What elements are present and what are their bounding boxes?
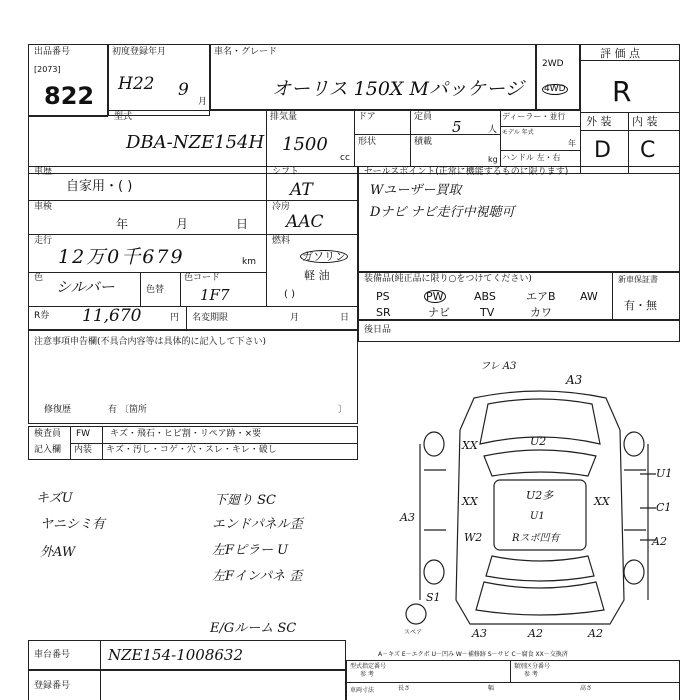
- grade-divider-v: [628, 112, 629, 174]
- diag-xx-3: XX: [594, 495, 610, 508]
- chassis-label: 車台番号: [34, 650, 71, 660]
- equip-airbag: エアB: [526, 290, 556, 303]
- diag-a3-top-right: A3: [566, 373, 583, 387]
- designation-divider: [510, 660, 511, 682]
- capacity-mid: [354, 134, 500, 135]
- first-reg-label: 初度登録年月: [112, 47, 167, 57]
- first-reg-month-unit: 月: [198, 97, 208, 107]
- mid-line-4: [28, 306, 358, 307]
- dimension-length: 長さ: [398, 685, 411, 692]
- first-reg-month: 9: [178, 80, 189, 100]
- designation-sub-1: 参 考: [360, 671, 374, 678]
- diag-u1-right: U1: [656, 467, 673, 480]
- model-year-label: モデル 年式: [502, 129, 534, 136]
- sales-label: セールスポイント(正常に機能するものに限ります): [364, 167, 569, 177]
- color-value: シルバー: [56, 278, 115, 296]
- handle-label: ハンドル 左・右: [502, 153, 561, 162]
- shape-label: 形状: [358, 137, 377, 147]
- diag-a3-bottom: A3: [472, 627, 487, 640]
- recycle-divider: [186, 306, 187, 330]
- model-value: DBA-NZE154H: [126, 132, 265, 153]
- diag-w2: W2: [464, 531, 483, 544]
- mid-line-2: [28, 234, 358, 235]
- fuel-gasoline: ガソリン: [302, 250, 346, 263]
- car-label: 車名・グレード: [214, 47, 278, 57]
- shift-label: シフト: [272, 167, 300, 177]
- mileage-value: 12万0千679: [58, 246, 185, 268]
- dealer-label: ディーラー・並行: [502, 112, 566, 121]
- note-4: エンドパネル歪: [212, 517, 303, 532]
- inspector-label-1: 検査員: [34, 429, 62, 439]
- diag-spare: スペア: [404, 629, 423, 636]
- mileage-unit: km: [242, 257, 256, 267]
- displacement-label: 排気量: [270, 112, 298, 122]
- repair-value: 有 〔箇所: [108, 405, 147, 415]
- car-name: オーリス 150X Mパッケージ: [272, 78, 524, 100]
- first-reg-era: H22: [118, 74, 155, 94]
- designation-sub-2: 参 考: [524, 671, 538, 678]
- designation-label-1: 型式指定番号: [350, 663, 387, 670]
- note-1: ヤニシミ有: [40, 517, 106, 532]
- diag-s1: S1: [426, 591, 441, 604]
- diag-c1: C1: [656, 501, 672, 514]
- lot-label: 出品番号: [34, 47, 71, 57]
- inspector-row1-head: FW: [76, 429, 91, 439]
- diag-xx-2: XX: [462, 495, 478, 508]
- inspector-v1: [70, 426, 71, 460]
- displacement-divider: [266, 110, 267, 166]
- color-code: 1F7: [200, 286, 230, 304]
- recycle-value: 11,670: [82, 306, 142, 326]
- equip-leather: カワ: [530, 306, 552, 319]
- fuel-paren: ( ): [284, 289, 295, 300]
- lot-code: [2073]: [34, 65, 61, 74]
- capacity-divider: [410, 110, 411, 166]
- equip-sr: SR: [376, 306, 391, 319]
- grade-divider-1: [580, 60, 680, 61]
- load-label: 積載: [414, 137, 433, 147]
- sales-line-1: Wユーザー買取: [370, 183, 462, 198]
- dealer-divider: [500, 110, 501, 166]
- diag-a2-right: A2: [652, 535, 667, 548]
- fuel-diesel: 軽 油: [304, 269, 330, 282]
- inspection-year: 年: [116, 217, 129, 231]
- grade-interior: C: [640, 138, 656, 163]
- diag-xx-1: XX: [462, 439, 478, 452]
- color-label: 色: [34, 273, 44, 283]
- note-7: E/Gルーム SC: [210, 621, 297, 636]
- color-divider-2: [180, 272, 181, 306]
- repair-close: 〕: [338, 405, 348, 415]
- name-change-label: 名変期限: [192, 313, 229, 323]
- door-label: ドア: [358, 112, 376, 122]
- equip-navi: ナビ: [428, 306, 450, 319]
- color-divider: [140, 272, 141, 306]
- lot-number: 822: [44, 82, 95, 110]
- recycle-label: R券: [34, 311, 50, 321]
- dealer-line-1: [500, 126, 580, 127]
- inspector-label-2: 記入欄: [34, 445, 62, 455]
- equip-aw: AW: [580, 290, 598, 303]
- load-unit: kg: [488, 155, 498, 164]
- aircon-label: 冷房: [272, 202, 291, 212]
- diag-a2-bottom-2: A2: [588, 627, 603, 640]
- designation-box: [346, 660, 680, 700]
- registration-label: 登録番号: [34, 681, 71, 691]
- grade-interior-label: 内 装: [632, 115, 658, 128]
- mid-line-1: [28, 200, 358, 201]
- recycle-unit: 円: [170, 313, 180, 323]
- grade-exterior: D: [594, 138, 611, 163]
- fuel-label: 燃料: [272, 236, 291, 246]
- chassis-value: NZE154-1008632: [108, 646, 243, 664]
- designation-mid: [346, 682, 680, 683]
- inspector-row1: キズ・飛石・ヒビ割・リペア跡・×要: [110, 429, 262, 439]
- color-tone-label: 色替: [146, 285, 165, 295]
- note-2: 外AW: [40, 545, 76, 560]
- equip-ps: PS: [376, 290, 390, 303]
- notes-label: 注意事項申告欄(不具合内容等は具体的に記入して下さい): [34, 337, 267, 347]
- grade-score: R: [612, 75, 632, 108]
- note-0: キズU: [36, 491, 73, 506]
- diag-a3-left: A3: [400, 511, 415, 524]
- warranty-value: 有・無: [624, 299, 657, 312]
- rear-box: [358, 320, 680, 342]
- repair-label: 修復歴: [44, 405, 72, 415]
- diag-u2-many: U2多: [526, 489, 554, 502]
- capacity-label: 定員: [414, 112, 433, 122]
- diag-rspoiler: Rスポ凹有: [512, 533, 560, 544]
- year-unit: 年: [568, 139, 576, 148]
- grade-divider-3: [580, 130, 680, 131]
- equip-label: 装備品(純正品に限り○をつけてください): [364, 274, 532, 284]
- diag-frame-a3: フレ A3: [480, 361, 517, 372]
- sales-line-2: Dナビ ナビ走行中視聴可: [370, 205, 515, 220]
- name-change-month: 月: [290, 313, 300, 323]
- designation-label-2: 類別区分番号: [514, 663, 551, 670]
- rear-label: 後日品: [364, 325, 392, 335]
- inspector-v2: [102, 426, 103, 460]
- inspection-day: 日: [236, 217, 249, 231]
- note-5: 左Fピラー U: [212, 543, 289, 558]
- note-6: 左Fインパネ 歪: [212, 569, 303, 584]
- drive-label: 2WD: [542, 59, 564, 69]
- capacity-value: 5: [452, 118, 462, 136]
- grade-exterior-label: 外 装: [586, 115, 612, 128]
- drive-box: [536, 44, 580, 110]
- door-divider: [354, 110, 355, 166]
- row2-line-b: [28, 116, 108, 117]
- inspection-label: 車検: [34, 202, 53, 212]
- usage-label: 車歴: [34, 167, 53, 177]
- dimension-label: 車両寸法: [350, 687, 375, 694]
- aircon-value: AAC: [286, 212, 324, 232]
- diag-u2-top: U2: [530, 435, 547, 448]
- equip-abs: ABS: [474, 290, 496, 303]
- dimension-width: 幅: [488, 685, 495, 692]
- defect-legend: A－キズ E－エクボ U－凹み W－補修跡 S－サビ C－腐食 XX－交換済: [378, 651, 568, 658]
- capacity-unit: 人: [488, 125, 498, 135]
- registration-box: [28, 670, 346, 700]
- warranty-label: 新車保証書: [618, 275, 658, 284]
- mileage-label: 走行: [34, 236, 53, 246]
- displacement-value: 1500: [282, 134, 328, 155]
- grade-label: 評 価 点: [600, 47, 640, 60]
- color-code-label: 色コード: [184, 273, 221, 283]
- dealer-line-2: [500, 150, 580, 151]
- equip-pw: PW: [426, 290, 444, 303]
- inspector-mid: [70, 443, 358, 444]
- diag-a2-bottom-1: A2: [528, 627, 543, 640]
- dimension-height: 高さ: [580, 685, 593, 692]
- row2-line: [108, 110, 580, 111]
- diag-u1-center: U1: [530, 511, 545, 522]
- grade-divider-2: [580, 112, 680, 113]
- mid-divider: [266, 166, 267, 306]
- displacement-unit: cc: [340, 153, 350, 163]
- mid-line-3: [28, 272, 266, 273]
- name-change-day: 日: [340, 313, 350, 323]
- shift-value: AT: [290, 180, 313, 200]
- model-label: 型式: [114, 112, 133, 122]
- note-3: 下廻り SC: [214, 493, 276, 508]
- equip-tv: TV: [480, 306, 495, 319]
- inspection-month: 月: [176, 217, 189, 231]
- warranty-divider: [612, 272, 613, 320]
- drive-value: 4WD: [544, 84, 566, 94]
- inspector-row2: キズ・汚し・コゲ・穴・スレ・キレ・破し: [106, 445, 277, 455]
- inspector-row2-head: 内装: [74, 445, 93, 455]
- usage-value: 自家用・( ): [66, 179, 133, 194]
